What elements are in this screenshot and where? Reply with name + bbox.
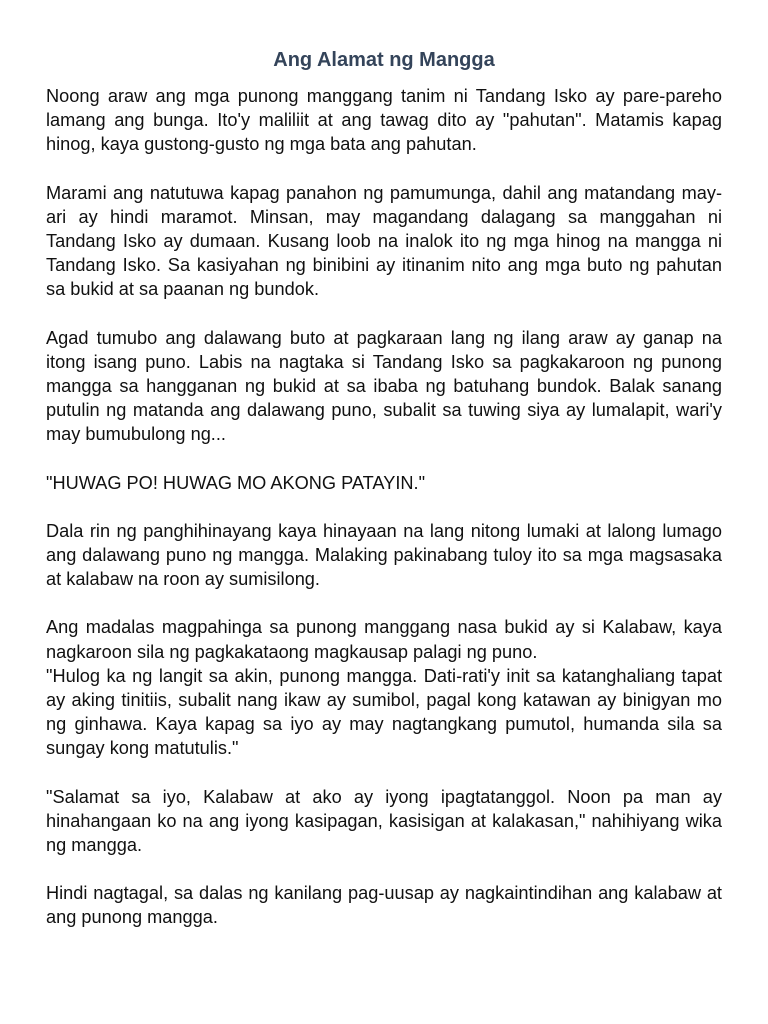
document-body [46, 84, 722, 930]
paragraph-2: Marami ang natutuwa kapag panahon ng pamumunga, dahil ang matandang may-ari ay hindi maramot. Minsan, may magandang dalagang sa manggahan ni Tandang Isko ay dumaan. Kusang loob na inalok ito ng mga hinog na mangga ni Tandang Isko. Sa kasiyahan ng binibini ay itinanim nito ang mga buto ng pahutan sa bukid at sa paanan ng bundok. [46, 182, 722, 300]
paragraph-5: Dala rin ng panghihinayang kaya hinayaan na lang nitong lumaki at lalong lumago ang dalawang puno ng mangga. Malaking pakinabang tuloy ito sa mga magsasaka at kalabaw na roon ay sumisilong. [46, 520, 722, 590]
paragraph-4: "HUWAG PO! HUWAG MO AKONG PATAYIN." [46, 472, 426, 493]
paragraph-gap [46, 857, 722, 881]
paragraph-9: Hindi nagtagal, sa dalas ng kanilang pag-uusap ay nagkaintindihan ang kalabaw at ang punong mangga. [46, 883, 722, 928]
paragraph-3: Agad tumubo ang dalawang buto at pagkaraan lang ng ilang araw ay ganap na itong isang puno. Labis na nagtaka si Tandang Isko sa pagkakaroon ng punong mangga sa hangganan ng bukid at sa ibaba ng batuhang bundok. Balak sanang putulin ng matanda ang dalawang puno, subalit sa tuwing siya ay lumalapit, wari'y may bumubulong ng... [46, 327, 722, 445]
paragraph-8: "Salamat sa iyo, Kalabaw at ako ay iyong ipagtatanggol. Noon pa man ay hinahangaan ko na ang iyong kasipagan, kasisigan at kalakasan," nahihiyang wika ng mangga. [46, 786, 722, 856]
paragraph-6: Ang madalas magpahinga sa punong manggang nasa bukid ay si Kalabaw, kaya nagkaroon sila ng pagkakataong magkausap palagi ng puno. [46, 617, 722, 662]
paragraph-gap [46, 447, 722, 471]
paragraph-1: Noong araw ang mga punong manggang tanim ni Tandang Isko ay pare-pareho lamang ang bunga. Ito'y maliliit at ang tawag dito ay "pahutan". Matamis kapag hinog, kaya gustong-gusto ng mga bata ang pahutan. [46, 86, 722, 155]
paragraph-gap [46, 591, 722, 615]
paragraph-7: "Hulog ka ng langit sa akin, punong mangga. Dati-rati'y init sa katanghaliang tapat ay aking tinitiis, subalit nang ikaw ay sumibol, pagal kong katawan ay binigyan mo ng ginhawa. Kaya kapag sa iyo ay may nagtangkang pumutol, humanda sila sa sungay kong matutulis." [46, 665, 722, 759]
paragraph-gap [46, 302, 722, 326]
document-title: Ang Alamat ng Mangga [273, 49, 495, 71]
paragraph-gap [46, 495, 722, 519]
paragraph-gap [46, 761, 722, 785]
paragraph-gap [46, 157, 722, 181]
